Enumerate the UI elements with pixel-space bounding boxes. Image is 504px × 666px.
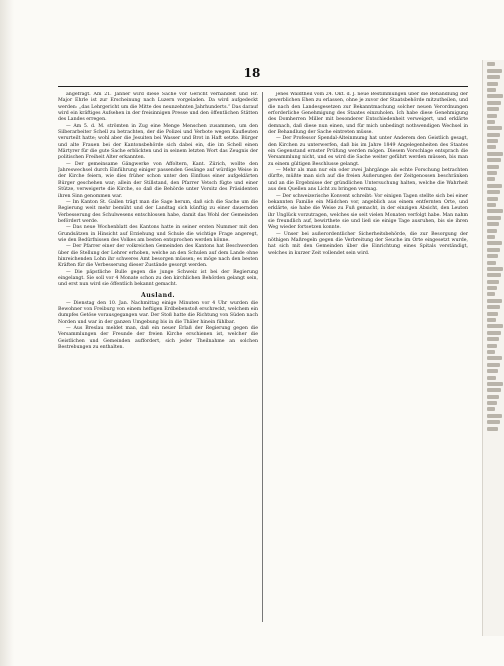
adjacent-page-text-line xyxy=(487,324,503,328)
adjacent-page-text-line xyxy=(487,120,495,124)
adjacent-page-text-line xyxy=(487,414,502,418)
article-paragraph: — Unser bei außerordentlicher Sicherheitsbehörde, die zur Besorgung der nöthigen Maßregeln gegen die Verbreitung der Seuche im Orte eingesetzt wurde, hat sich mit den Gemeinden über die Einrichtung eines Spitals verständigt, welches in kurzer Zeit vollendet sein wird. xyxy=(268,231,468,256)
adjacent-page-text-line xyxy=(487,331,501,335)
adjacent-page-edge xyxy=(482,60,504,636)
adjacent-page-text-line xyxy=(487,165,499,169)
adjacent-page-text-line xyxy=(487,133,500,137)
adjacent-page-text-line xyxy=(487,184,502,188)
adjacent-page-text-line xyxy=(487,139,498,143)
adjacent-page-text-line xyxy=(487,337,499,341)
article-paragraph: — Dienstag den 10. Jan. Nachmittag einige Minuten vor 4 Uhr wurden die Bewohner von Freiburg von einem heftigen Erdbebenstoß erschreckt, welchem ein dumpfes Getöse vorausgegangen war. Der Stoß hatte die Richtung von Süden nach Norden und war in der ganzen Umgebung bis in die Thäler hinein fühlbar. xyxy=(58,300,258,325)
adjacent-page-text-line xyxy=(487,363,500,367)
adjacent-page-text-line xyxy=(487,177,495,181)
adjacent-page-text-line xyxy=(487,312,498,316)
adjacent-page-text-line xyxy=(487,318,496,322)
adjacent-page-text-line xyxy=(487,101,501,105)
left-column-after-heading xyxy=(58,301,258,352)
adjacent-page-text-line xyxy=(487,356,502,360)
adjacent-page-text-line xyxy=(487,222,499,226)
article-paragraph: — Die päpstliche Bulle gegen die junge Schweiz ist bei der Regierung eingelangt. Sie soll vor 4 Monate schon zu den kirchlichen Behörden gelangt sein, und erst nun wird sie öffentlich bekannt gemacht. xyxy=(58,269,258,288)
adjacent-page-text-line xyxy=(487,145,496,149)
article-paragraph: — Am 5. d. M. strömten in Zug eine Menge Menschen zusammen, um den Silberarbeiter Schell zu betrachten, der die Polizei und Verbote wegen Kaufleuten verurteilt hatte; wohl aber die Jesuiten bei Wasser und Brot in Haft setzte. Bürger und alte Frauen bei der Kantonsbehörde sich dabei ein, die im Schell einen Märtyrer für die gute Sache erblickten und in seinem letzten Wort das Zeugnis der politischen Freiheit Alter erkannten. xyxy=(58,123,258,161)
left-column xyxy=(58,92,258,626)
adjacent-page-text-line xyxy=(487,407,495,411)
adjacent-page-text-line xyxy=(487,267,503,271)
adjacent-page-text-line xyxy=(487,82,498,86)
adjacent-page-text-line xyxy=(487,235,495,239)
adjacent-page-text-line xyxy=(487,292,495,296)
adjacent-page-text-line xyxy=(487,420,500,424)
adjacent-page-text-line xyxy=(487,62,495,66)
header-rule xyxy=(58,86,468,87)
adjacent-page-text-line xyxy=(487,376,496,380)
adjacent-page-text-line xyxy=(487,126,502,130)
adjacent-page-text-line xyxy=(487,197,498,201)
adjacent-page-text-line xyxy=(487,158,501,162)
article-paragraph: — Der schweizerische Konvent schreibt: Vor einigen Tagen stellte sich bei einer bekannten Familie ein Mädchen vor, angeblich aus einem entfernten Orte, und erklärte, sie habe die Weise zu Fuß gemacht, in der einzigen Absicht, den Leuten ihr Unglück vorzutragen, welches sie seit vielen Monaten verfolgt habe. Man nahm sie freundlich auf, bewirthete sie und ließ sie einige Tage ausruhen, bis sie ihren Weg wieder fortsetzen konnte. xyxy=(268,193,468,231)
adjacent-page-text-line xyxy=(487,273,501,277)
adjacent-page-text-line xyxy=(487,382,503,386)
adjacent-page-text-line xyxy=(487,209,503,213)
adjacent-page-text-line xyxy=(487,344,497,348)
article-paragraph: angefragt. Am 21. Jänner wird diese Sache vor Gericht verhandelt und Hr. Major Ehrle ist zur Erscheinung nach Luzern vorgeladen. Da wird aufgedeckt werden: „das Lehrgericht um die Mitte des neunzehnten Jahrhunderts.“ Das darauf wird ein kräftiges Aufsehen in der freisinnigen Presse und den öffentlichen Stätten des Landes erregen. xyxy=(58,92,258,123)
right-column xyxy=(268,92,468,626)
adjacent-page-text-line xyxy=(487,107,499,111)
article-paragraph: — Der Professor Spendal-Alteinmumg hat unter Anderem den Geistlich gesagt, den Kirchen zu unterwerfen, daß bis im Jahre 1849 Angelegenheiten des Staates ein Gegenstand ernster Prüfung werden mögen. Diesem Vorschlage entsprach die Versammlung nicht, und es wird die Sache weiter geführt werden müssen, bis man zu einem gültigen Beschlusse gelangt. xyxy=(268,136,468,167)
adjacent-page-text-line xyxy=(487,299,502,303)
adjacent-page-text-line xyxy=(487,388,501,392)
adjacent-page-text-line xyxy=(487,248,500,252)
right-column-paragraphs xyxy=(268,92,468,257)
adjacent-page-text-line xyxy=(487,171,497,175)
adjacent-page-text-line xyxy=(487,395,499,399)
column-divider xyxy=(262,92,263,622)
adjacent-page-text-line xyxy=(487,190,500,194)
article-paragraph: — Das neue Wochenblatt des Kantons hatte in seiner ersten Nummer mit den Grundsätzen in Hinsicht auf Erziehung und Schule die wichtige Frage angeregt, wie den Bedürfnissen des Volkes am besten entsprochen werden könne. xyxy=(58,225,258,243)
adjacent-page-text-line xyxy=(487,229,497,233)
adjacent-page-text-line xyxy=(487,114,497,118)
adjacent-page-text-line xyxy=(487,286,497,290)
adjacent-page-text-line xyxy=(487,350,495,354)
adjacent-page-text-line xyxy=(487,254,498,258)
adjacent-page-text-line xyxy=(487,69,502,73)
adjacent-page-text-line xyxy=(487,401,497,405)
article-paragraph: — Im Kanton St. Gallen trägt man die Sage herum, daß sich die Sache um die Regierung weit mehr bemüht und der Landtag sich künftig zu einer dauernden Verbesserung des Schulwesens entschlossen habe, damit das Wohl der Gemeinden befördert werde. xyxy=(58,199,258,224)
adjacent-page-text-line xyxy=(487,75,500,79)
adjacent-page-text-line xyxy=(487,203,496,207)
article-paragraph: — Mehr als man nur ein oder zwei Jahrgänge als echte Forschung betrachten dürfte, müßte man sich auf die freien Äußerungen der Zeitgenossen beschränken und an die Ergebnisse der gründlichen Untersuchung halten, welche die Wahrheit aus den Quellen ans Licht zu bringen vermag. xyxy=(268,168,468,193)
adjacent-page-text-line xyxy=(487,241,502,245)
article-paragraph: — Der gemeinsame Gängwerke von Affoltern, Kant. Zürich, wollte den Jahreswechsel durch Einführung einiger passenden Gesänge auf würdige Weise in der Kirche feiern, wie dies früher schon unter den Einfluss einer aufgeklärten Bürger geschehen war; allein der Stillstand, den Pfarrer Vetsch fügte und einer Stütze, verweigerte die Kirche, so daß die Behörde unter Vorsitz des Präsidenten ihren Sinn genommen war. xyxy=(58,161,258,199)
adjacent-page-text-line xyxy=(487,216,501,220)
adjacent-page-text-line xyxy=(487,88,496,92)
section-heading-ausland: Ausland. xyxy=(140,291,176,299)
adjacent-page-text-line xyxy=(487,427,498,431)
adjacent-page-text-line xyxy=(487,94,503,98)
article-paragraph: — Der Pfarrer einer der volkreichen Gemeinden des Kantons hat Beschwerden über die Stellung der Lehrer erhoben, welche an den Schulen auf dem Lande ohne hinreichenden Lohn ihr schweres Amt besorgen müssen; es möge nach den besten Kräften für die Verbesserung dieser Zustände gesorgt werden. xyxy=(58,244,258,269)
adjacent-page-text-line xyxy=(487,369,498,373)
left-column-paragraphs xyxy=(58,92,258,289)
article-paragraph: jenes Waldtheil vom 24. Okt. d. J. neue Bestimmungen über die Behandlung der gewerblichen Ehen zu erlassen, ohne je zuvor der Staatsbehörde mitzutheilen, und die nach den Landesgesetzen zur Bekanntmachung solcher neuen Verordnungen erforderliche Genehmigung des Staates einzuholen. Ich habe diese Genehmigung des Domherren Miller mit besonderer Entschiedenheit verweigert, und erklärte demnach, daß diese nun einen, und für mich unbedingt nothwendigen Wechsel in der Behandlung der Sache eintreten müsse. xyxy=(268,92,468,136)
article-paragraph: — Aus Breslau meldet man, daß ein neuer Erlaß der Regierung gegen die Versammlungen der Freunde der freien Kirche erschienen ist, welcher die Geistlichen und Gemeinden auffordert, sich jeder Theilnahme an solchen Bestrebungen zu enthalten. xyxy=(58,326,258,351)
adjacent-page-text-line xyxy=(487,152,503,156)
page-binding-shadow xyxy=(0,0,14,666)
page-number: 18 xyxy=(243,66,261,80)
adjacent-page-text-line xyxy=(487,261,496,265)
adjacent-page-text-line xyxy=(487,305,500,309)
adjacent-page-text-line xyxy=(487,280,499,284)
